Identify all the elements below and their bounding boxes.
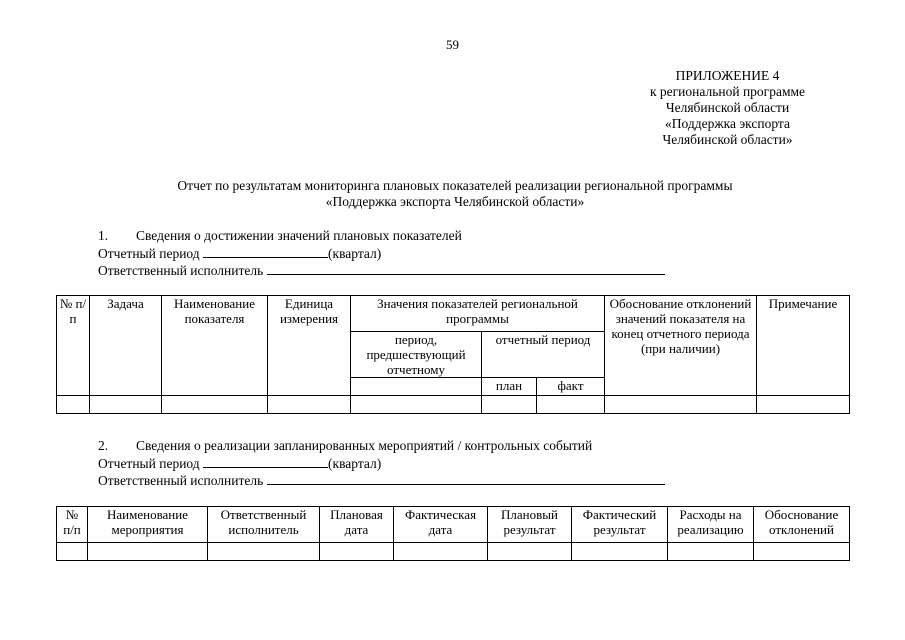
section1-number: 1. <box>98 228 109 243</box>
table-cell[interactable] <box>162 396 268 414</box>
header-activity: Наименование мероприятия <box>88 507 208 543</box>
appendix-title: ПРИЛОЖЕНИЕ 4 <box>675 68 780 83</box>
table-cell[interactable] <box>605 396 757 414</box>
period-label: Отчетный период <box>98 456 200 471</box>
header-indicator: Наименование показателя <box>162 296 268 396</box>
section2-executor-row <box>98 472 665 489</box>
header-fact-result: Фактический результат <box>572 507 668 543</box>
report-title-line: Отчет по результатам мониторинга плановых показателей реализации региональной программы <box>177 178 733 193</box>
header-note: Примечание <box>757 296 850 396</box>
section2-heading-row <box>98 438 592 454</box>
section1-heading-row <box>98 228 462 244</box>
appendix-line: Челябинской области» <box>662 132 793 147</box>
period-suffix: (квартал) <box>328 246 382 261</box>
appendix-header <box>600 68 855 148</box>
executor-label: Ответственный исполнитель <box>98 473 264 488</box>
table-cell[interactable] <box>482 396 537 414</box>
header-fact: факт <box>537 378 605 396</box>
table-cell[interactable] <box>668 543 754 561</box>
header-executor: Ответственный исполнитель <box>208 507 320 543</box>
table-row <box>57 543 850 561</box>
executor-field[interactable] <box>267 472 665 485</box>
indicators-table <box>56 295 850 414</box>
period-label: Отчетный период <box>98 246 200 261</box>
report-title-line: «Поддержка экспорта Челябинской области» <box>325 194 585 209</box>
table-cell[interactable] <box>754 543 850 561</box>
header-plan-result: Плановый результат <box>488 507 572 543</box>
header-unit: Единица измерения <box>268 296 351 396</box>
table-cell[interactable] <box>537 396 605 414</box>
executor-label: Ответственный исполнитель <box>98 263 264 278</box>
table-cell[interactable] <box>90 396 162 414</box>
header-justification: Обоснование отклонений <box>754 507 850 543</box>
section2-number: 2. <box>98 438 109 453</box>
header-values: Значения показателей региональной программы <box>351 296 605 332</box>
appendix-line: Челябинской области <box>665 100 790 115</box>
table-row <box>57 396 850 414</box>
header-expenses: Расходы на реализацию <box>668 507 754 543</box>
executor-field[interactable] <box>267 262 665 275</box>
section2-heading: Сведения о реализации запланированных мероприятий / контрольных событий <box>136 438 593 453</box>
activities-table <box>56 506 850 561</box>
period-suffix: (квартал) <box>328 456 382 471</box>
header-justification: Обоснование отклонений значений показателя на конец отчетного периода (при наличии) <box>605 296 757 396</box>
table-cell[interactable] <box>208 543 320 561</box>
section1-period-row <box>98 245 381 262</box>
section2-period-row <box>98 455 381 472</box>
appendix-line: к региональной программе <box>649 84 806 99</box>
table-cell[interactable] <box>488 543 572 561</box>
header-report-period: отчетный период <box>482 332 605 378</box>
header-num: № п/п <box>57 296 90 396</box>
header-plan: план <box>482 378 537 396</box>
period-field[interactable] <box>203 245 328 258</box>
header-prev-period: период, предшествующий отчетному <box>351 332 482 378</box>
table-cell[interactable] <box>57 396 90 414</box>
period-field[interactable] <box>203 455 328 468</box>
table-cell[interactable] <box>351 396 482 414</box>
header-task: Задача <box>90 296 162 396</box>
table-cell[interactable] <box>757 396 850 414</box>
table-cell[interactable] <box>57 543 88 561</box>
header-plan-date: Плановая дата <box>320 507 394 543</box>
table-cell[interactable] <box>88 543 208 561</box>
table-cell[interactable] <box>268 396 351 414</box>
appendix-line: «Поддержка экспорта <box>664 116 790 131</box>
table-cell[interactable] <box>394 543 488 561</box>
section1-heading: Сведения о достижении значений плановых показателей <box>136 228 462 243</box>
table-cell[interactable] <box>320 543 394 561</box>
table-cell[interactable] <box>572 543 668 561</box>
header-fact-date: Фактическая дата <box>394 507 488 543</box>
page-number: 59 <box>446 37 459 52</box>
report-title <box>60 178 850 210</box>
empty-cell <box>351 378 482 396</box>
section1-executor-row <box>98 262 665 279</box>
header-num: № п/п <box>57 507 88 543</box>
